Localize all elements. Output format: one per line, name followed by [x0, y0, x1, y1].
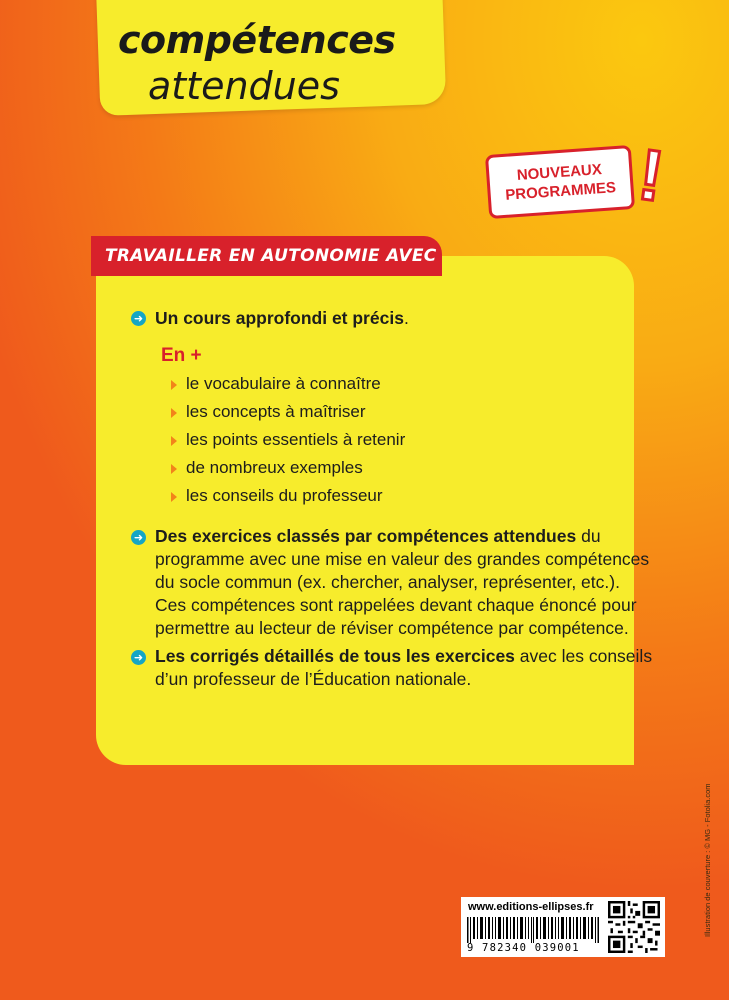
isbn-number: 9 782340 039001 [467, 942, 580, 954]
stamp-line-2: PROGRAMMES [504, 179, 617, 204]
bullet-exercises-line: du socle commun (ex. chercher, analyser, représenter, etc.). [155, 572, 620, 592]
sub-item: les conseils du professeur [171, 486, 383, 506]
bullet-exercises: Des exercices classés par compétences attendues du programme avec une mise en valeur des grandes compétences du socle commun (ex. chercher, analyser, représenter, etc.). Ces compétences sont rappelées devant chaque énoncé pour permettre au lecteur de réviser compétence par compétence. [155, 526, 650, 638]
stamp-line-1: NOUVEAUX [516, 161, 603, 184]
bullet-corrections-line: d’un professeur de l’Éducation nationale. [155, 669, 472, 689]
sub-item: de nombreux exemples [171, 458, 363, 478]
title-line-2: attendues [148, 64, 340, 108]
bullet-exercises-bold: Des exercices classés par compétences attendues [155, 526, 577, 546]
bullet-corrections-bold: Les corrigés détaillés de tous les exercices [155, 646, 515, 666]
arrow-right-icon: ➜ [131, 530, 146, 545]
new-programs-stamp [485, 145, 635, 219]
bullet-course-bold: Un cours approfondi et précis [155, 308, 404, 328]
arrow-right-icon: ➜ [131, 650, 146, 665]
section-header: TRAVAILLER EN AUTONOMIE AVEC [91, 236, 442, 276]
en-plus-label: En + [161, 345, 202, 366]
bullet-course-rest: . [403, 308, 409, 328]
publisher-website: www.editions-ellipses.fr [468, 901, 594, 913]
cover-illustration-credit: Illustration de couverture : © MG - Fotolia.com [703, 783, 712, 937]
barcode-block [461, 897, 665, 957]
bullet-corrections: Les corrigés détaillés de tous les exercices avec les conseils d’un professeur de l’Éducation nationale. [155, 646, 653, 689]
sub-item: les points essentiels à retenir [171, 430, 405, 450]
bullet-course [155, 307, 409, 330]
title-line-1: compétences [118, 18, 396, 62]
bullet-exercises-line: programme avec une mise en valeur des grandes compétences [155, 549, 650, 569]
bullet-exercises-line: Ces compétences sont rappelées devant chaque énoncé pour [155, 595, 637, 615]
qr-code-icon [608, 901, 660, 953]
exclamation-icon: ! [633, 134, 669, 218]
sub-item: le vocabulaire à connaître [171, 374, 381, 394]
barcode-icon [467, 917, 599, 943]
sub-item: les concepts à maîtriser [171, 402, 366, 422]
arrow-right-icon: ➜ [131, 311, 146, 326]
bullet-exercises-line: permettre au lecteur de réviser compétence par compétence. [155, 618, 629, 638]
